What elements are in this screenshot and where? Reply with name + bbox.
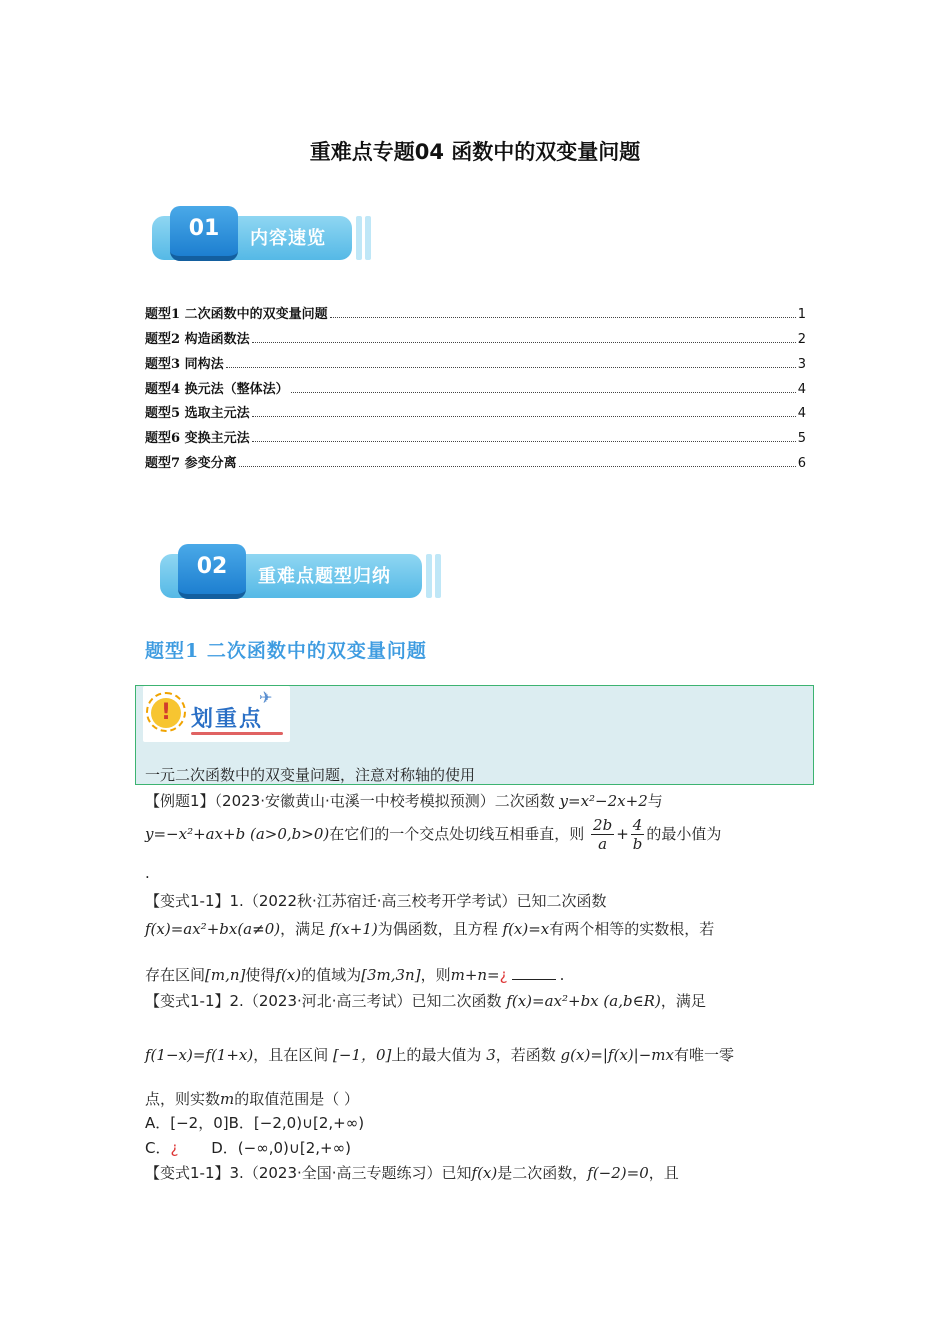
banner-stripe [356, 216, 362, 260]
banner-number: 01 [170, 206, 238, 261]
toc-entry[interactable]: 题型1 二次函数中的双变量问题 1 [145, 307, 806, 322]
fraction: $\frac{2b}{a}$ [593, 816, 613, 853]
toc-entry[interactable]: 题型6 变换主元法 5 [145, 431, 806, 446]
variant-2-options-cd [145, 1137, 351, 1158]
section-heading: 题型1 二次函数中的双变量问题 [145, 640, 427, 662]
keypoint-badge-label: 划重点 [191, 707, 264, 732]
banner-stripe [426, 554, 432, 598]
option-a[interactable]: A．[−2，0] [145, 1114, 229, 1132]
variant-2-options-ab [145, 1112, 364, 1133]
variant-1-line-2: f(x)=ax²+bx(a≠0)，满足 f(x+1)为偶函数，且方程 f(x)=x有两个相等的实数根，若 [145, 920, 715, 938]
variant-2-line-2: f(1−x)=f(1+x)，且在区间 [−1，0]上的最大值为 3，若函数 g(x)=|f(x)|−mx有唯一零 [145, 1046, 734, 1064]
variant-2-line-3: 点，则实数m的取值范围是（ ） [145, 1090, 360, 1108]
toc-entry[interactable]: 题型4 换元法（整体法） 4 [145, 382, 806, 397]
banner-label: 内容速览 [250, 228, 326, 249]
paper-plane-icon: ✈ [259, 688, 273, 707]
example-1-line-1: 【例题1】（2023·安徽黄山·屯溪一中校考模拟预测）二次函数 y=x²−2x+2与 [145, 792, 663, 810]
answer-blank[interactable] [512, 965, 556, 980]
page-title: 重难点专题04 函数中的双变量问题 [309, 140, 641, 164]
toc-entry[interactable]: 题型2 构造函数法 2 [145, 332, 806, 347]
variant-1-line-1: 【变式1-1】1.（2022秋·江苏宿迁·高三校考开学考试）已知二次函数 [145, 892, 607, 910]
section-banner-types [160, 544, 445, 606]
option-c[interactable]: C．¿ [145, 1139, 179, 1157]
banner-number: 02 [178, 544, 246, 599]
example-1-end: . [145, 864, 150, 882]
section-banner-overview [152, 206, 374, 268]
toc-entry[interactable]: 题型3 同构法 3 [145, 357, 806, 372]
banner-stripe [365, 216, 371, 260]
variant-2-line-1: 【变式1-1】2.（2023·河北·高三考试）已知二次函数 f(x)=ax²+bx (a,b∈R)，满足 [145, 992, 706, 1010]
variant-3-line-1: 【变式1-1】3.（2023·全国·高三专题练习）已知f(x)是二次函数，f(−2)=0，且 [145, 1164, 679, 1182]
toc-entry[interactable]: 题型5 选取主元法 4 [145, 406, 806, 421]
banner-stripe [435, 554, 441, 598]
example-1-line-2: y=−x²+ax+b (a>0,b>0)在它们的一个交点处切线互相垂直，则 $\frac{2b}{a}$ + $\frac{4}{b}$ 的最小值为 [145, 816, 722, 853]
fraction: $\frac{4}{b}$ [632, 816, 643, 853]
banner-label: 重难点题型归纳 [258, 566, 391, 587]
option-d[interactable]: D．(−∞,0)∪[2,+∞) [211, 1139, 351, 1157]
keypoint-badge [143, 686, 290, 742]
variant-1-line-3: 存在区间[m,n]使得f(x)的值域为[3m,3n]，则m+n=¿ . [145, 966, 565, 984]
badge-underline [191, 732, 283, 735]
option-b[interactable]: B．[−2,0)∪[2,+∞) [228, 1114, 365, 1132]
toc-entry[interactable]: 题型7 参变分离 6 [145, 456, 806, 471]
lightbulb-icon: ! [151, 698, 181, 728]
keypoint-text: 一元二次函数中的双变量问题，注意对称轴的使用 [145, 766, 476, 784]
